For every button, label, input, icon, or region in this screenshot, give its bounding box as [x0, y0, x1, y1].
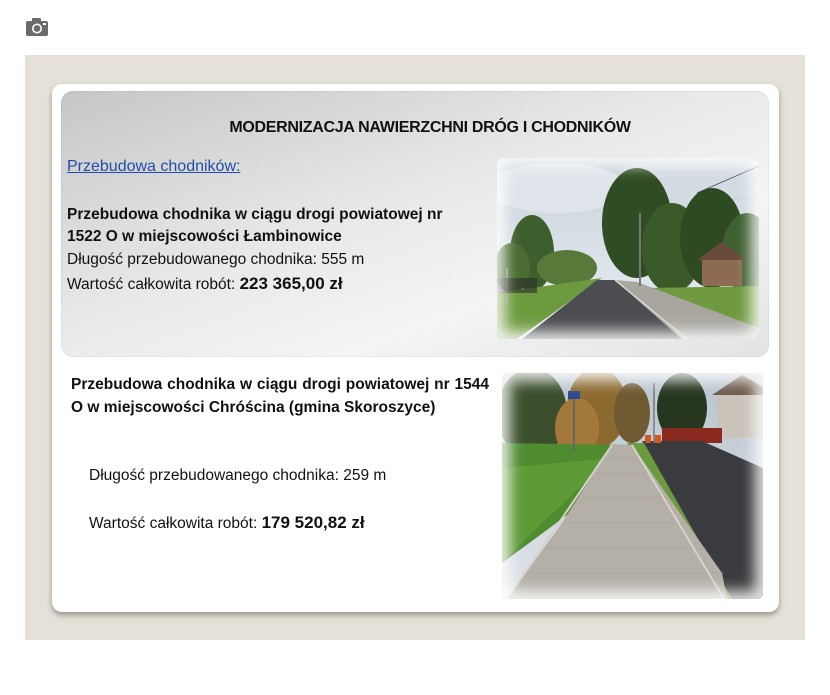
project1-value: 223 365,00 zł: [239, 274, 343, 293]
project1-heading-line1: Przebudowa chodnika w ciągu drogi powiatowej nr: [67, 206, 443, 223]
project2-photo: [502, 373, 763, 599]
project2-length: Długość przebudowanego chodnika: 259 m: [89, 467, 387, 484]
project2-value-label: Wartość całkowita robót:: [89, 515, 262, 532]
project2-value-row: [89, 513, 365, 533]
project1-value-label: Wartość całkowita robót:: [67, 276, 240, 293]
project2-value: 179 520,82 zł: [261, 513, 365, 532]
section-subtitle: Przebudowa chodników:: [67, 158, 241, 175]
sidewalk-photo-2: [502, 373, 763, 599]
slide-title: MODERNIZACJA NAWIERZCHNI DRÓG I CHODNIKÓW: [229, 119, 631, 136]
project1-photo: [497, 158, 759, 339]
road-photo-1: [497, 158, 759, 339]
project1-heading-line2: 1522 O w miejscowości Łambinowice: [67, 228, 342, 245]
project1-length: Długość przebudowanego chodnika: 555 m: [67, 251, 365, 268]
project2-heading: Przebudowa chodnika w ciągu drogi powiatowej nr 1544 O w miejscowości Chróścina (gmina Skoroszyce): [71, 376, 489, 416]
camera-icon[interactable]: [25, 16, 49, 38]
project1-value-row: [67, 272, 497, 297]
project1-text: [67, 204, 497, 297]
